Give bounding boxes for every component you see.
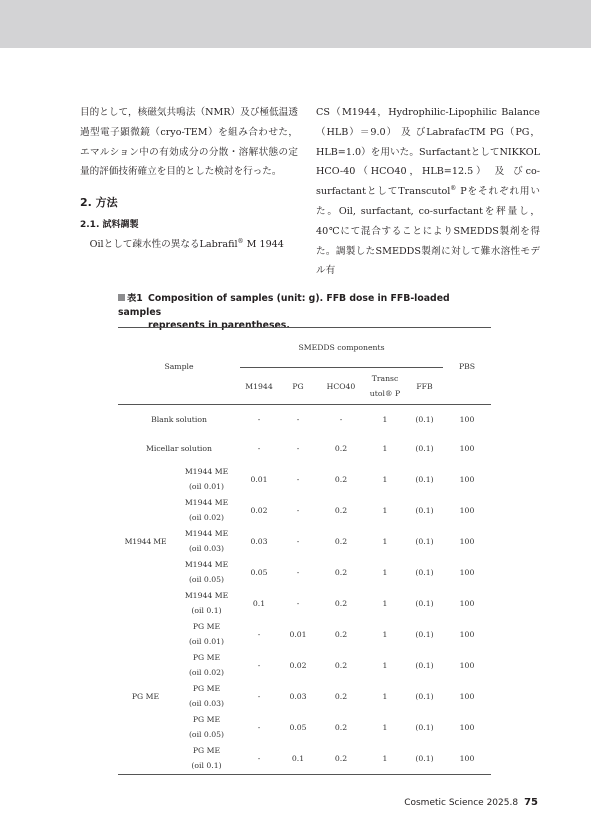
header-smedds-components: SMEDDS components	[240, 328, 443, 368]
page-footer	[404, 797, 538, 808]
header-hco40: HCO40	[318, 368, 364, 405]
sample-prep-text-a: Oilとして疎水性の異なるLabrafil	[89, 239, 238, 251]
right-text-b: Pをそれぞれ用いた。Oil, surfactant, co-surfactantを秤量し，40℃にて混合することによりSMEDDS製剤を得た。調製したSMEDDS製剤に対して難水溶性モデル有	[316, 186, 540, 277]
right-text-a: CS（M1944，Hydrophilic-Lipophilic Balance（HLB）＝9.0） 及 びLabrafacTM PG（PG，HLB=1.0）を用いた。SurfactantとしてNIKKOL HCO-40（HCO40，HLB=12.5） 及 びco-surfactantとしてTranscutol	[316, 107, 540, 198]
header-pbs: PBS	[443, 328, 491, 405]
table-row: PG ME (oil 0.03) - 0.03 0.2 1 (0.1) 100	[188, 683, 475, 708]
table-row: PG ME (oil 0.1) - 0.1 0.2 1 (0.1) 100	[191, 745, 475, 770]
page-number: 75	[524, 797, 538, 808]
caption-line-1: Composition of samples (unit: g). FFB dose in FFB-loaded samples	[118, 293, 450, 318]
table-row: M1944 ME (oil 0.03) 0.03 - 0.2 1 (0.1) 100	[184, 528, 475, 553]
header-band	[0, 0, 591, 48]
group-label-m1944: M1944 ME	[124, 536, 167, 546]
header-sample: Sample	[118, 328, 240, 405]
composition-table	[118, 327, 491, 775]
group-label-pg: PG ME	[131, 691, 160, 701]
header-pg: PG	[278, 368, 318, 405]
table-row: PG ME (oil 0.02) - 0.02 0.2 1 (0.1) 100	[188, 652, 475, 677]
header-transcutol: Transc utol® P	[364, 368, 406, 405]
table-row: M1944 ME M1944 ME (oil 0.01) 0.01 - 0.2 1 (0.1) 100	[118, 464, 491, 495]
header-ffb: FFB	[406, 368, 443, 405]
table-row: Blank solution - - - 1 (0.1) 100	[151, 415, 475, 424]
subsection-heading-sample-prep: 2.1. 試料調製	[80, 220, 139, 231]
table-row: Micellar solution - - 0.2 1 (0.1) 100	[146, 444, 475, 454]
table-row: M1944 ME (oil 0.1) 0.1 - 0.2 1 (0.1) 100	[184, 590, 475, 615]
journal-name: Cosmetic Science 2025.8	[404, 798, 519, 808]
table-row: PG ME (oil 0.05) - 0.05 0.2 1 (0.1) 100	[188, 714, 475, 739]
registered-mark: ®	[237, 238, 244, 245]
sample-prep-paragraph	[80, 235, 298, 255]
intro-paragraph: 目的として，核磁気共鳴法（NMR）及び極低温透過型電子顕微鏡（cryo-TEM）を組み合わせた，エマルション中の有効成分の分散・溶解状態の定量的評価技術確立を目的とした検討を行った。	[80, 107, 298, 178]
caption-line-2: represents in parentheses.	[148, 320, 290, 331]
table-label: 表1	[118, 292, 148, 306]
table-row: M1944 ME (oil 0.05) 0.05 - 0.2 1 (0.1) 100	[184, 559, 475, 584]
table-row: M1944 ME (oil 0.02) 0.02 - 0.2 1 (0.1) 100	[184, 497, 475, 522]
table-row: PG ME PG ME (oil 0.01) - 0.01 0.2 1 (0.1) 100	[118, 619, 491, 650]
registered-mark: ®	[450, 185, 457, 192]
left-text-column	[80, 103, 298, 255]
caption-square-icon	[118, 294, 125, 301]
sample-prep-text-b: M 1944	[243, 239, 284, 251]
section-heading-methods: 2. 方法	[80, 196, 118, 210]
right-paragraph	[316, 103, 540, 281]
header-m1944: M1944	[240, 368, 278, 405]
right-text-column	[316, 103, 540, 281]
